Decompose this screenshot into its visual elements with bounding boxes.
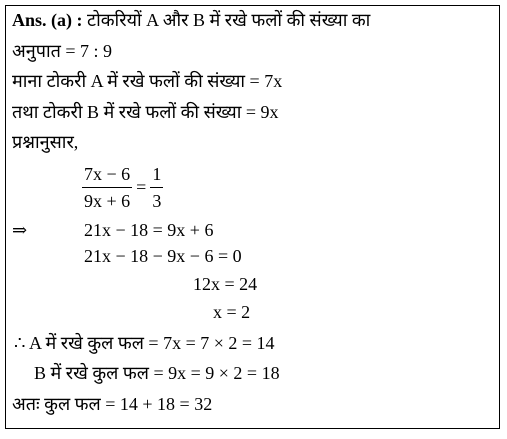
fraction-equals: = (136, 177, 147, 197)
step-3: 12x = 24 (193, 274, 258, 294)
implies-symbol: ⇒ (12, 220, 28, 240)
step-4: x = 2 (213, 302, 251, 322)
basket-b-line: तथा टोकरी B में रखे फलों की संख्या = 9x (12, 102, 279, 122)
left-numerator: 7x − 6 (84, 164, 131, 184)
line-1-text: टोकरियों A और B में रखे फलों की संख्या का (87, 10, 371, 30)
left-denominator: 9x + 6 (84, 191, 131, 211)
total-fruits-line: अतः कुल फल = 14 + 18 = 32 (12, 394, 213, 414)
ratio-line: अनुपात = 7 : 9 (12, 41, 113, 61)
basket-a-line: माना टोकरी A में रखे फलों की संख्या = 7x (12, 71, 283, 91)
equation-fraction (82, 164, 163, 211)
right-fraction (150, 164, 163, 211)
answer-label: Ans. (a) : (12, 10, 83, 30)
result-basket-b: B में रखे कुल फल = 9x = 9 × 2 = 18 (34, 363, 280, 383)
left-fraction (82, 164, 132, 211)
according-to-question-line: प्रश्नानुसार, (12, 132, 79, 152)
step-1: 21x − 18 = 9x + 6 (84, 220, 214, 240)
right-numerator: 1 (152, 164, 162, 184)
right-denominator: 3 (152, 191, 162, 211)
result-basket-a: ∴ A में रखे कुल फल = 7x = 7 × 2 = 14 (14, 333, 275, 353)
line-1 (12, 9, 370, 31)
step-2: 21x − 18 − 9x − 6 = 0 (84, 246, 242, 266)
